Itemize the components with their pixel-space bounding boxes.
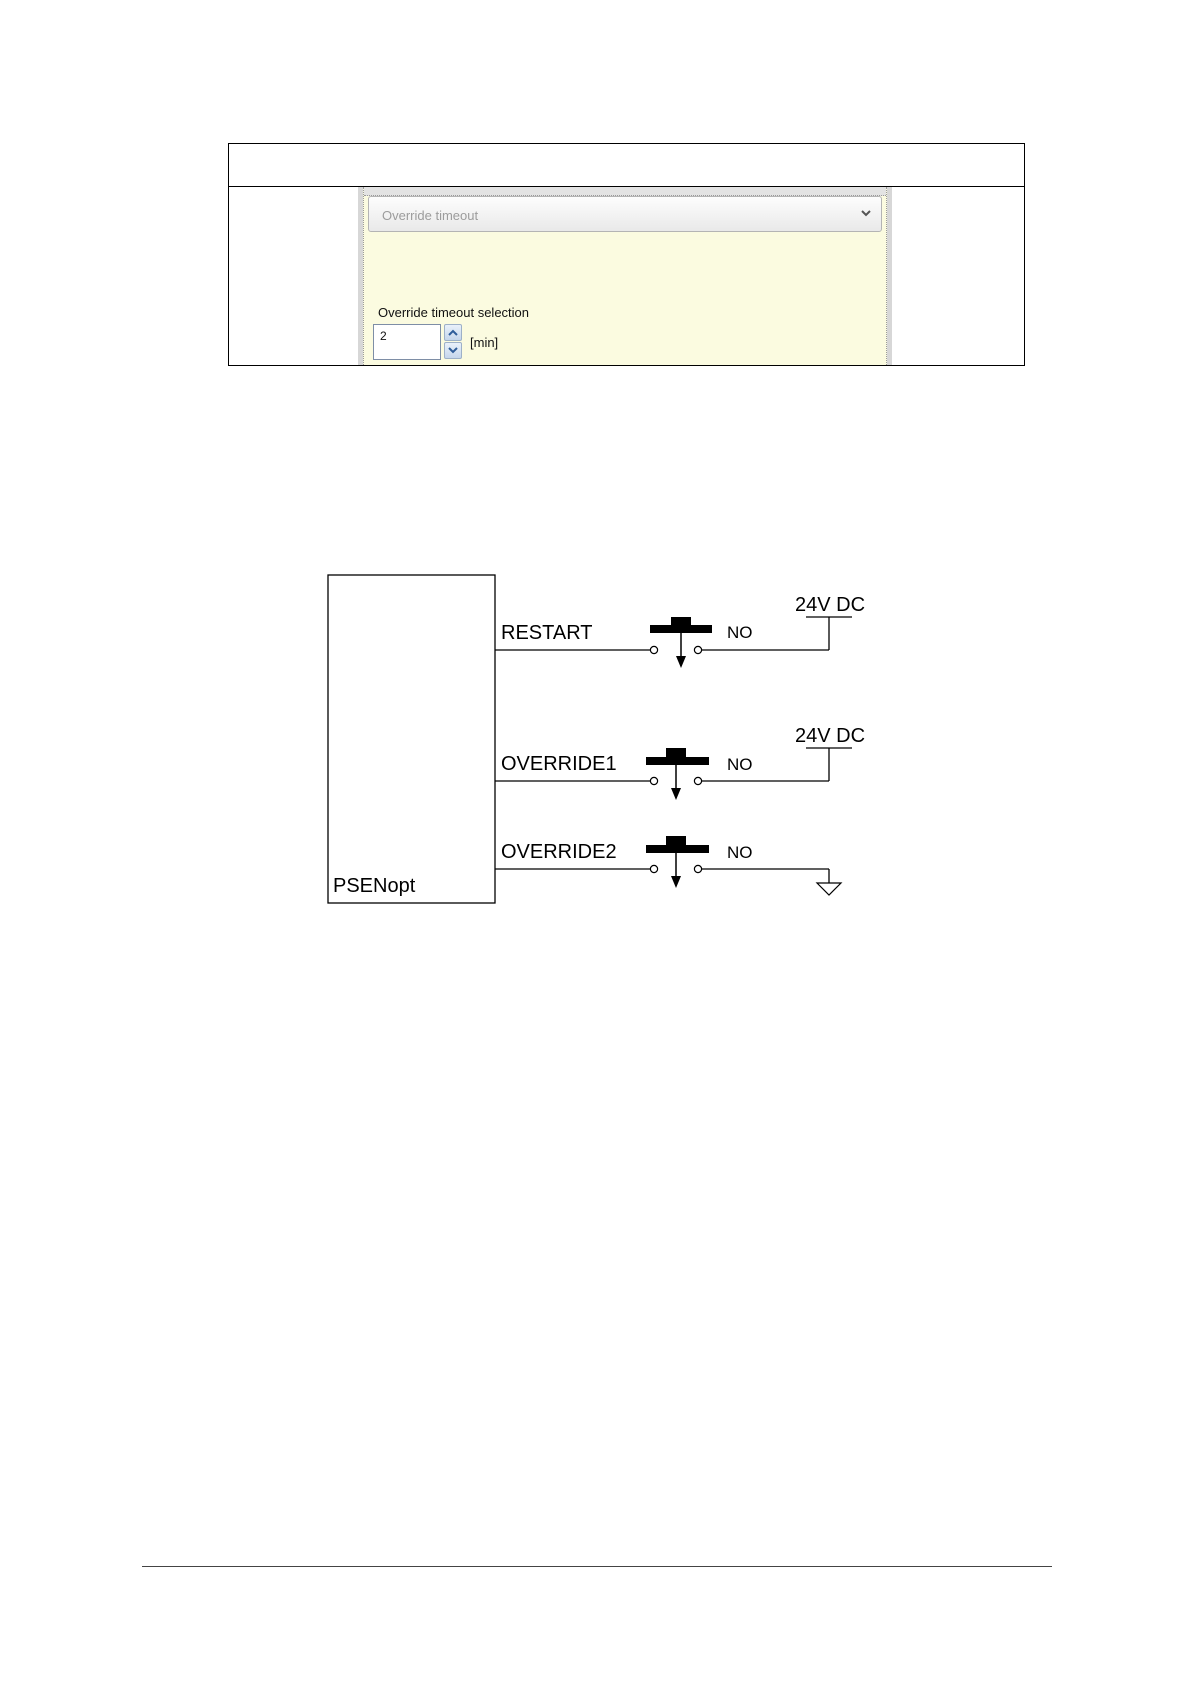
override1-circuit [495, 725, 865, 800]
contact-type-override2: NO [727, 843, 753, 862]
dropdown-label: Override timeout [382, 208, 479, 223]
restart-circuit [495, 594, 865, 668]
pushbutton-icon [646, 845, 709, 853]
signal-label-restart: RESTART [501, 622, 593, 644]
contact-type-restart: NO [727, 623, 753, 642]
footer-divider [142, 1566, 1052, 1567]
ground-icon [817, 883, 841, 895]
signal-label-override1: OVERRIDE1 [501, 753, 617, 775]
supply-label-override1: 24V DC [795, 725, 866, 747]
pushbutton-icon [650, 625, 712, 633]
supply-label-restart: 24V DC [795, 594, 866, 616]
override2-circuit [495, 836, 841, 895]
pushbutton-icon [646, 757, 709, 765]
timeout-selection-label: Override timeout selection [378, 305, 530, 320]
device-label: PSENopt [333, 875, 416, 897]
contact-type-override1: NO [727, 755, 753, 774]
timeout-unit: [min] [470, 335, 499, 350]
device-box [328, 575, 495, 903]
signal-label-override2: OVERRIDE2 [501, 841, 617, 863]
timeout-value-input[interactable]: 2 [373, 324, 441, 360]
